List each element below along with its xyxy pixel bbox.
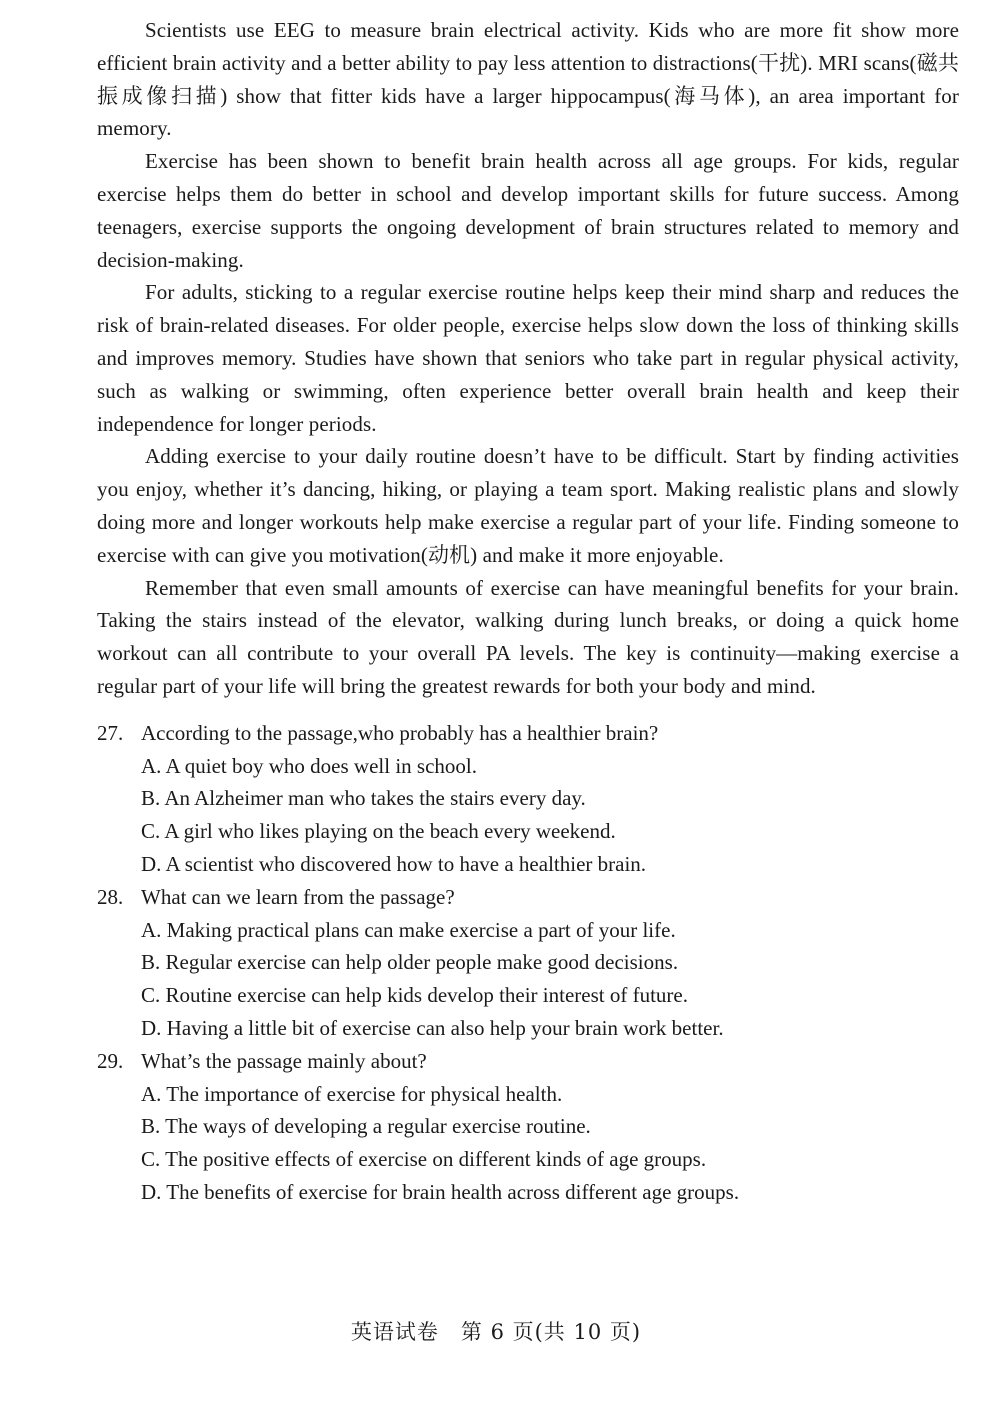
question-stem: [97, 717, 959, 750]
option-b: B. Regular exercise can help older people make good decisions.: [141, 950, 679, 975]
exam-page: [97, 14, 959, 1209]
option-c: C. The positive effects of exercise on different kinds of age groups.: [141, 1147, 707, 1172]
question-stem: [97, 1045, 959, 1078]
question-number: 29.: [97, 1048, 124, 1073]
question-text: What can we learn from the passage?: [141, 884, 455, 909]
option-b: B. An Alzheimer man who takes the stairs every day.: [141, 786, 586, 811]
question-text: According to the passage,who probably has a healthier brain?: [141, 720, 659, 745]
passage-paragraph: Scientists use EEG to measure brain electrical activity. Kids who are more fit show more efficient brain activity and a better ability to pay less attention to distractions(干扰). MRI scans(磁共振成像扫描) show that fitter kids have a larger hippocampus(海马体), an area important for memory.: [97, 18, 959, 141]
option-list: [97, 914, 959, 1045]
passage-paragraph: Adding exercise to your daily routine doesn’t have to be difficult. Start by finding activities you enjoy, whether it’s dancing, hiking, or playing a team sport. Making realistic plans and slowly doing more and longer workouts help make exercise a regular part of your life. Finding someone to exercise with can give you motivation(动机) and make it more enjoyable.: [97, 444, 959, 567]
question-29: [97, 1045, 959, 1209]
reading-passage: [97, 14, 959, 703]
question-number: 27.: [97, 720, 124, 745]
option-a: A. A quiet boy who does well in school.: [141, 753, 477, 778]
option-list: [97, 1078, 959, 1209]
question-27: [97, 717, 959, 881]
option-d: D. Having a little bit of exercise can also help your brain work better.: [141, 1015, 724, 1040]
passage-paragraph: Remember that even small amounts of exercise can have meaningful benefits for your brain. Taking the stairs instead of the elevator, walking during lunch breaks, or doing a quick home workout can all contribute to your overall PA levels. The key is continuity—making exercise a regular part of your life will bring the greatest rewards for both your body and mind.: [97, 575, 959, 698]
option-list: [97, 750, 959, 881]
option-c: C. Routine exercise can help kids develop their interest of future.: [141, 983, 688, 1008]
option-a: A. Making practical plans can make exercise a part of your life.: [141, 917, 676, 942]
question-28: [97, 881, 959, 1045]
page-footer: 英语试卷 第 6 页(共 10 页): [350, 1320, 642, 1344]
question-stem: [97, 881, 959, 914]
question-list: [97, 717, 959, 1209]
question-text: What’s the passage mainly about?: [141, 1048, 427, 1073]
option-d: D. The benefits of exercise for brain health across different age groups.: [141, 1179, 740, 1204]
option-d: D. A scientist who discovered how to have a healthier brain.: [141, 851, 647, 876]
option-a: A. The importance of exercise for physical health.: [141, 1081, 563, 1106]
passage-paragraph: Exercise has been shown to benefit brain health across all age groups. For kids, regular exercise helps them do better in school and develop important skills for future success. Among teenagers, exercise supports the ongoing development of brain structures related to memory and decision-making.: [97, 149, 959, 272]
question-number: 28.: [97, 884, 124, 909]
option-b: B. The ways of developing a regular exercise routine.: [141, 1114, 591, 1139]
option-c: C. A girl who likes playing on the beach every weekend.: [141, 819, 616, 844]
passage-paragraph: For adults, sticking to a regular exercise routine helps keep their mind sharp and reduces the risk of brain-related diseases. For older people, exercise helps slow down the loss of thinking skills and improves memory. Studies have shown that seniors who take part in regular physical activity, such as walking or swimming, often experience better overall brain health and keep their independence for longer periods.: [97, 280, 959, 436]
